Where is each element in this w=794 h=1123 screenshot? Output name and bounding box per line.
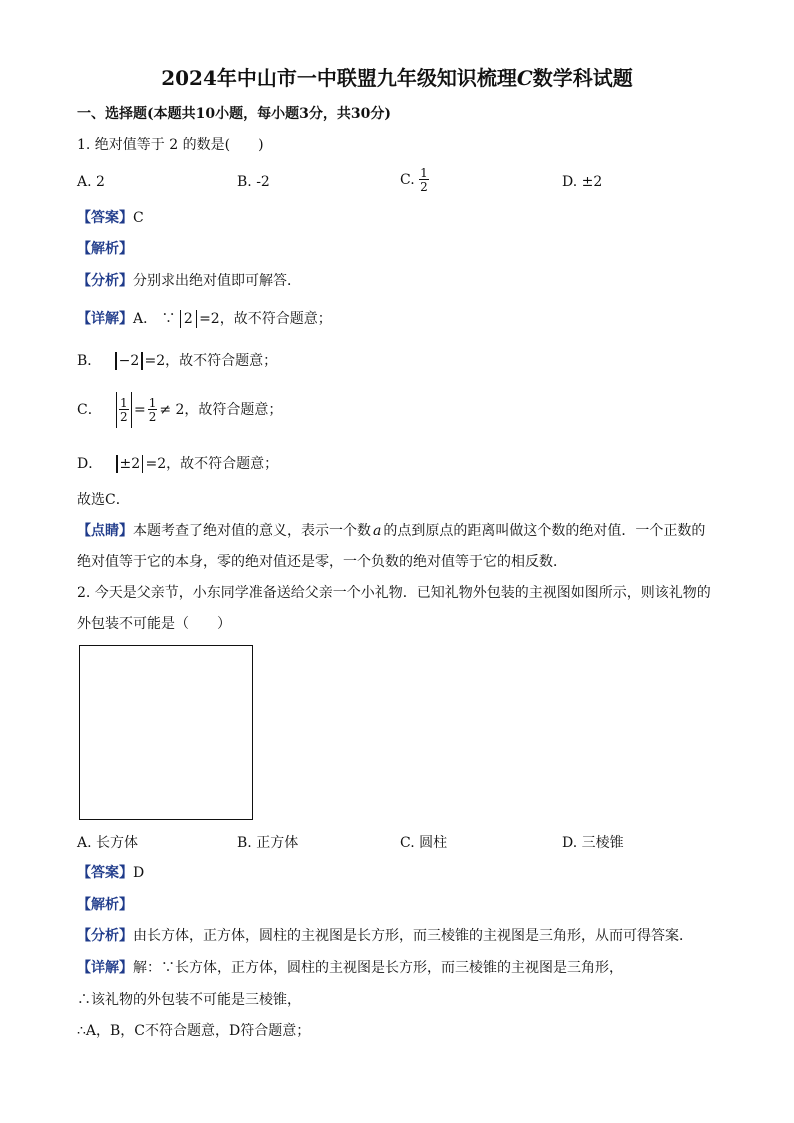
q1-option-c-label: C. xyxy=(400,172,415,188)
title-part-1: 2024年中山市一中联盟九年级知识梳理 xyxy=(161,66,517,90)
fraction-numerator: 1 xyxy=(120,396,128,410)
xj-c-fraction xyxy=(148,397,158,423)
q1-conclusion: 故选C． xyxy=(77,492,130,508)
abs-bar-right xyxy=(131,392,132,428)
answer-tag: 【答案】 xyxy=(77,210,133,226)
title-part-3: 数学科试题 xyxy=(532,66,633,90)
q1-fenxi xyxy=(77,274,301,288)
xj-b-prefix: B． xyxy=(77,353,102,369)
xj-d-suffix: =2，故不符合题意； xyxy=(145,456,279,472)
abs-bar-left xyxy=(116,392,117,428)
q1-option-b: B. -2 xyxy=(237,174,270,190)
q2-answer xyxy=(77,866,144,880)
dianjing-variable: a xyxy=(373,523,382,539)
answer-tag: 【答案】 xyxy=(77,865,133,881)
q1-option-a: A. 2 xyxy=(77,174,105,190)
front-view-square-figure xyxy=(79,645,253,820)
q1-answer xyxy=(77,211,144,225)
dianjing-text-1a: 本题考查了绝对值的意义，表示一个数 xyxy=(133,523,371,539)
xj-d-value: ±2 xyxy=(119,456,141,472)
q2-option-a: A. 长方体 xyxy=(77,835,139,851)
dianjing-text-1b: 的点到原点的距离叫做这个数的绝对值．一个正数的 xyxy=(383,523,706,539)
q2-option-d: D. 三棱锥 xyxy=(562,835,624,851)
answer-value: D xyxy=(133,865,145,881)
abs-bar-right xyxy=(196,310,197,328)
q1-xiangjie-a xyxy=(77,310,332,328)
q2-stem-line-2: 外包装不可能是（ ） xyxy=(77,616,231,632)
q2-fenxi xyxy=(77,929,693,943)
fraction-numerator: 1 xyxy=(148,396,157,410)
fraction-denominator: 2 xyxy=(120,410,128,424)
xj-a-value: 2 xyxy=(183,311,193,327)
fraction-numerator: 1 xyxy=(420,166,428,180)
q1-dianjing-line-2: 绝对值等于它的本身，零的绝对值还是零，一个负数的绝对值等于它的相反数． xyxy=(77,554,567,570)
abs-bar-left xyxy=(115,352,116,370)
xj-c-prefix: C． xyxy=(77,402,102,418)
q1-xiangjie-c xyxy=(77,392,282,428)
xj-b-value: −2 xyxy=(118,353,140,369)
xiangjie-tag: 【详解】 xyxy=(77,960,133,976)
q1-option-c xyxy=(400,167,429,193)
q2-xiangjie-line-1 xyxy=(77,961,623,975)
xj-d-prefix: D． xyxy=(77,456,103,472)
q1-xiangjie-b xyxy=(77,352,277,370)
xiangjie-tag: 【详解】 xyxy=(77,311,133,327)
q2-xiangjie-line-3: ∴A，B，C不符合题意，D符合题意； xyxy=(77,1023,311,1039)
abs-bar-right xyxy=(142,455,143,473)
xj-a-prefix: A． ∵ xyxy=(133,311,176,327)
fraction-denominator: 2 xyxy=(148,410,157,424)
dianjing-tag: 【点睛】 xyxy=(77,523,133,539)
q2-option-c: C. 圆柱 xyxy=(400,835,448,851)
xiangjie-text-1: 解：∵长方体，正方体，圆柱的主视图是长方形，而三棱锥的主视图是三角形， xyxy=(133,960,623,976)
title-part-2: C xyxy=(516,66,533,90)
fenxi-text: 由长方体，正方体，圆柱的主视图是长方形，而三棱锥的主视图是三角形，从而可得答案． xyxy=(133,928,693,944)
q1-stem: 1. 绝对值等于 2 的数是( ) xyxy=(77,137,264,153)
xj-b-suffix: =2，故不符合题意； xyxy=(144,353,278,369)
q1-option-c-fraction xyxy=(419,167,429,193)
fenxi-text: 分别求出绝对值即可解答． xyxy=(133,273,301,289)
xj-c-equals: = xyxy=(133,402,146,418)
xj-c-fraction-abs xyxy=(119,397,129,423)
abs-bar-left xyxy=(116,455,117,473)
abs-bar-right xyxy=(141,352,142,370)
q2-stem-line-1: 2. 今天是父亲节，小东同学准备送给父亲一个小礼物．已知礼物外包装的主视图如图所示，则该礼物的 xyxy=(77,585,711,601)
fenxi-tag: 【分析】 xyxy=(77,928,133,944)
q1-option-d: D. ±2 xyxy=(562,174,603,190)
answer-value: C xyxy=(133,210,144,226)
q1-dianjing-line-1 xyxy=(77,524,705,538)
fraction-denominator: 2 xyxy=(420,180,428,194)
page-title xyxy=(0,68,794,88)
xj-a-suffix: =2，故不符合题意； xyxy=(199,311,332,327)
xj-c-suffix: ，故符合题意； xyxy=(184,402,283,418)
abs-bar-left xyxy=(180,310,181,328)
q1-analysis-tag: 【解析】 xyxy=(77,241,133,257)
q1-xiangjie-d xyxy=(77,455,278,473)
q2-option-b: B. 正方体 xyxy=(237,835,299,851)
xj-c-not-equal: ≠ 2 xyxy=(159,402,185,418)
q2-analysis-tag: 【解析】 xyxy=(77,897,133,913)
section-heading: 一、选择题(本题共10小题，每小题3分，共30分) xyxy=(77,106,391,122)
fenxi-tag: 【分析】 xyxy=(77,273,133,289)
q2-xiangjie-line-2: ∴该礼物的外包装不可能是三棱锥， xyxy=(77,992,301,1008)
